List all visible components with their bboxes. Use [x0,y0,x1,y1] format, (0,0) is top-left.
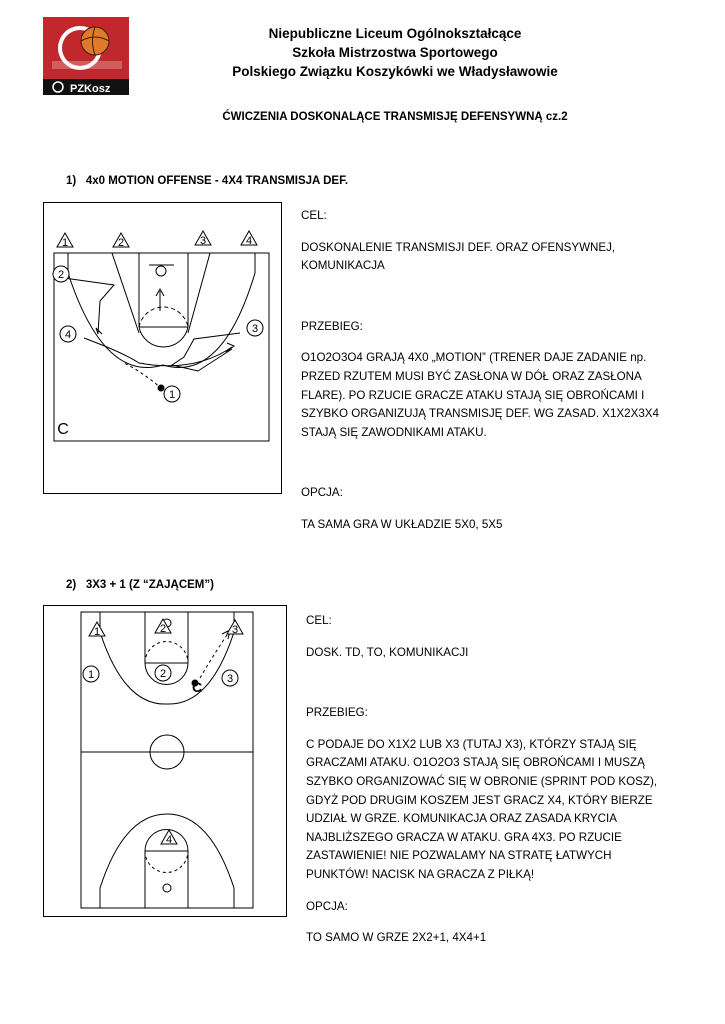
section-1-heading: 4x0 MOTION OFFENSE - 4X4 TRANSMISJA DEF. [85,175,349,187]
document-title: ĆWICZENIA DOSKONALĄCE TRANSMISJĘ DEFENSYWNĄ cz.2 [222,111,568,123]
section-1-goal-label: CEL: [301,209,327,222]
section-1-course-label: PRZEBIEG: [301,319,363,333]
offense-label: 2 [57,269,65,281]
defender-label: 1 [93,626,101,638]
offense-label: 3 [226,673,234,685]
section-1-number: 1) [66,175,77,187]
section-2-diagram [43,605,287,917]
school-name-line1: Niepubliczne Liceum Ogólnokształcące [268,26,522,41]
section-1-option-label: OPCJA: [301,486,343,500]
ball-icon [158,385,165,392]
section-1-text [301,207,661,535]
offense-label: 2 [159,668,167,680]
section-2-course-text: C PODAJE DO X1X2 LUB X3 (TUTAJ X3), KTÓRZY STAJĄ SIĘ GRACZAMI ATAKU. O1O2O3 STAJĄ SIĘ OBROŃCAMI I MUSZĄ SZYBKO ORGANIZOWAĆ SIĘ W OBRONIE (SPRINT POD KOSZ), GDYŻ POD DRUGIM KOSZEM JEST GRACZ X4, KTÓRY BIERZE UDZIAŁ W GRZE. KOMUNIKACJA ORAZ ZASADA KRYCIA NAJBLIŻSZEGO GRACZA W ATAKU. GRA 4X3. PO RZUCIE ZASTAWIENIE! NIE POZWALAMY NA STRATĘ ŁATWYCH PUNKTÓW! NACISK NA GRACZA Z PIŁKĄ! [306,737,658,881]
offense-marker [164,386,180,402]
section-2-title [66,579,214,591]
section-2-text [306,612,666,948]
offense-marker [222,670,238,686]
school-logo [40,15,132,97]
defender-label: 1 [61,237,69,249]
coach-label: C [57,421,69,438]
defender-marker [195,231,211,247]
school-name-line2: Szkoła Mistrzostwa Sportowego [292,45,498,60]
defender-marker [227,620,243,636]
section-1-option-text: TA SAMA GRA W UKŁADZIE 5X0, 5X5 [301,517,503,531]
defender-label: 3 [199,235,207,247]
defender-marker [161,830,177,846]
offense-label: 3 [251,323,259,335]
defender-marker [57,233,73,249]
logo-pzkosz-text: PZKosz [70,83,111,95]
offense-marker [247,320,263,336]
defender-label: 3 [231,624,239,636]
offense-marker [83,666,99,682]
section-2-option-text: TO SAMO W GRZE 2X2+1, 4X4+1 [306,931,487,945]
offense-marker [155,665,171,681]
defender-label: 2 [117,237,125,249]
offense-marker [60,326,76,342]
section-1-goal-text: DOSKONALENIE TRANSMISJI DEF. ORAZ OFENSYWNEJ, KOMUNIKACJA [301,240,616,273]
offense-label: 1 [168,389,176,401]
offense-label: 4 [64,329,72,341]
section-2-goal-label: CEL: [306,614,332,627]
section-2-option-label: OPCJA: [306,899,348,913]
section-2-number: 2) [66,579,77,591]
defender-marker [241,231,257,247]
defender-marker [113,233,129,249]
section-2-course-label: PRZEBIEG: [306,706,368,720]
section-1-diagram [43,202,282,494]
section-1-course-text: O1O2O3O4 GRAJĄ 4X0 „MOTION” (TRENER DAJE ZADANIE np. PRZED RZUTEM MUSI BYĆ ZASŁONA W DÓŁ ORAZ ZASŁONA FLARE). PO RZUCIE GRACZE ATAKU STAJĄ SIĘ OBROŃCAMI I SZYBKO ORGANIZUJĄ TRANSMISJĘ DEF. WG ZASAD. X1X2X3X4 STAJĄ SIĘ ZAWODNIKAMI ATAKU. [301,351,659,439]
section-1-title [66,175,348,187]
school-name-line3: Polskiego Związku Koszykówki we Władysławowie [232,64,558,79]
coach-label: C [191,679,203,695]
offense-label: 1 [87,669,95,681]
defender-marker [89,622,105,638]
offense-marker [53,266,69,282]
defender-label: 2 [159,623,167,635]
defender-label: 4 [245,235,253,247]
section-2-heading: 3X3 + 1 (Z “ZAJĄCEM”) [85,579,214,591]
defender-label: 4 [165,834,173,846]
section-2-goal-text: DOSK. TD, TO, KOMUNIKACJI [306,645,469,659]
